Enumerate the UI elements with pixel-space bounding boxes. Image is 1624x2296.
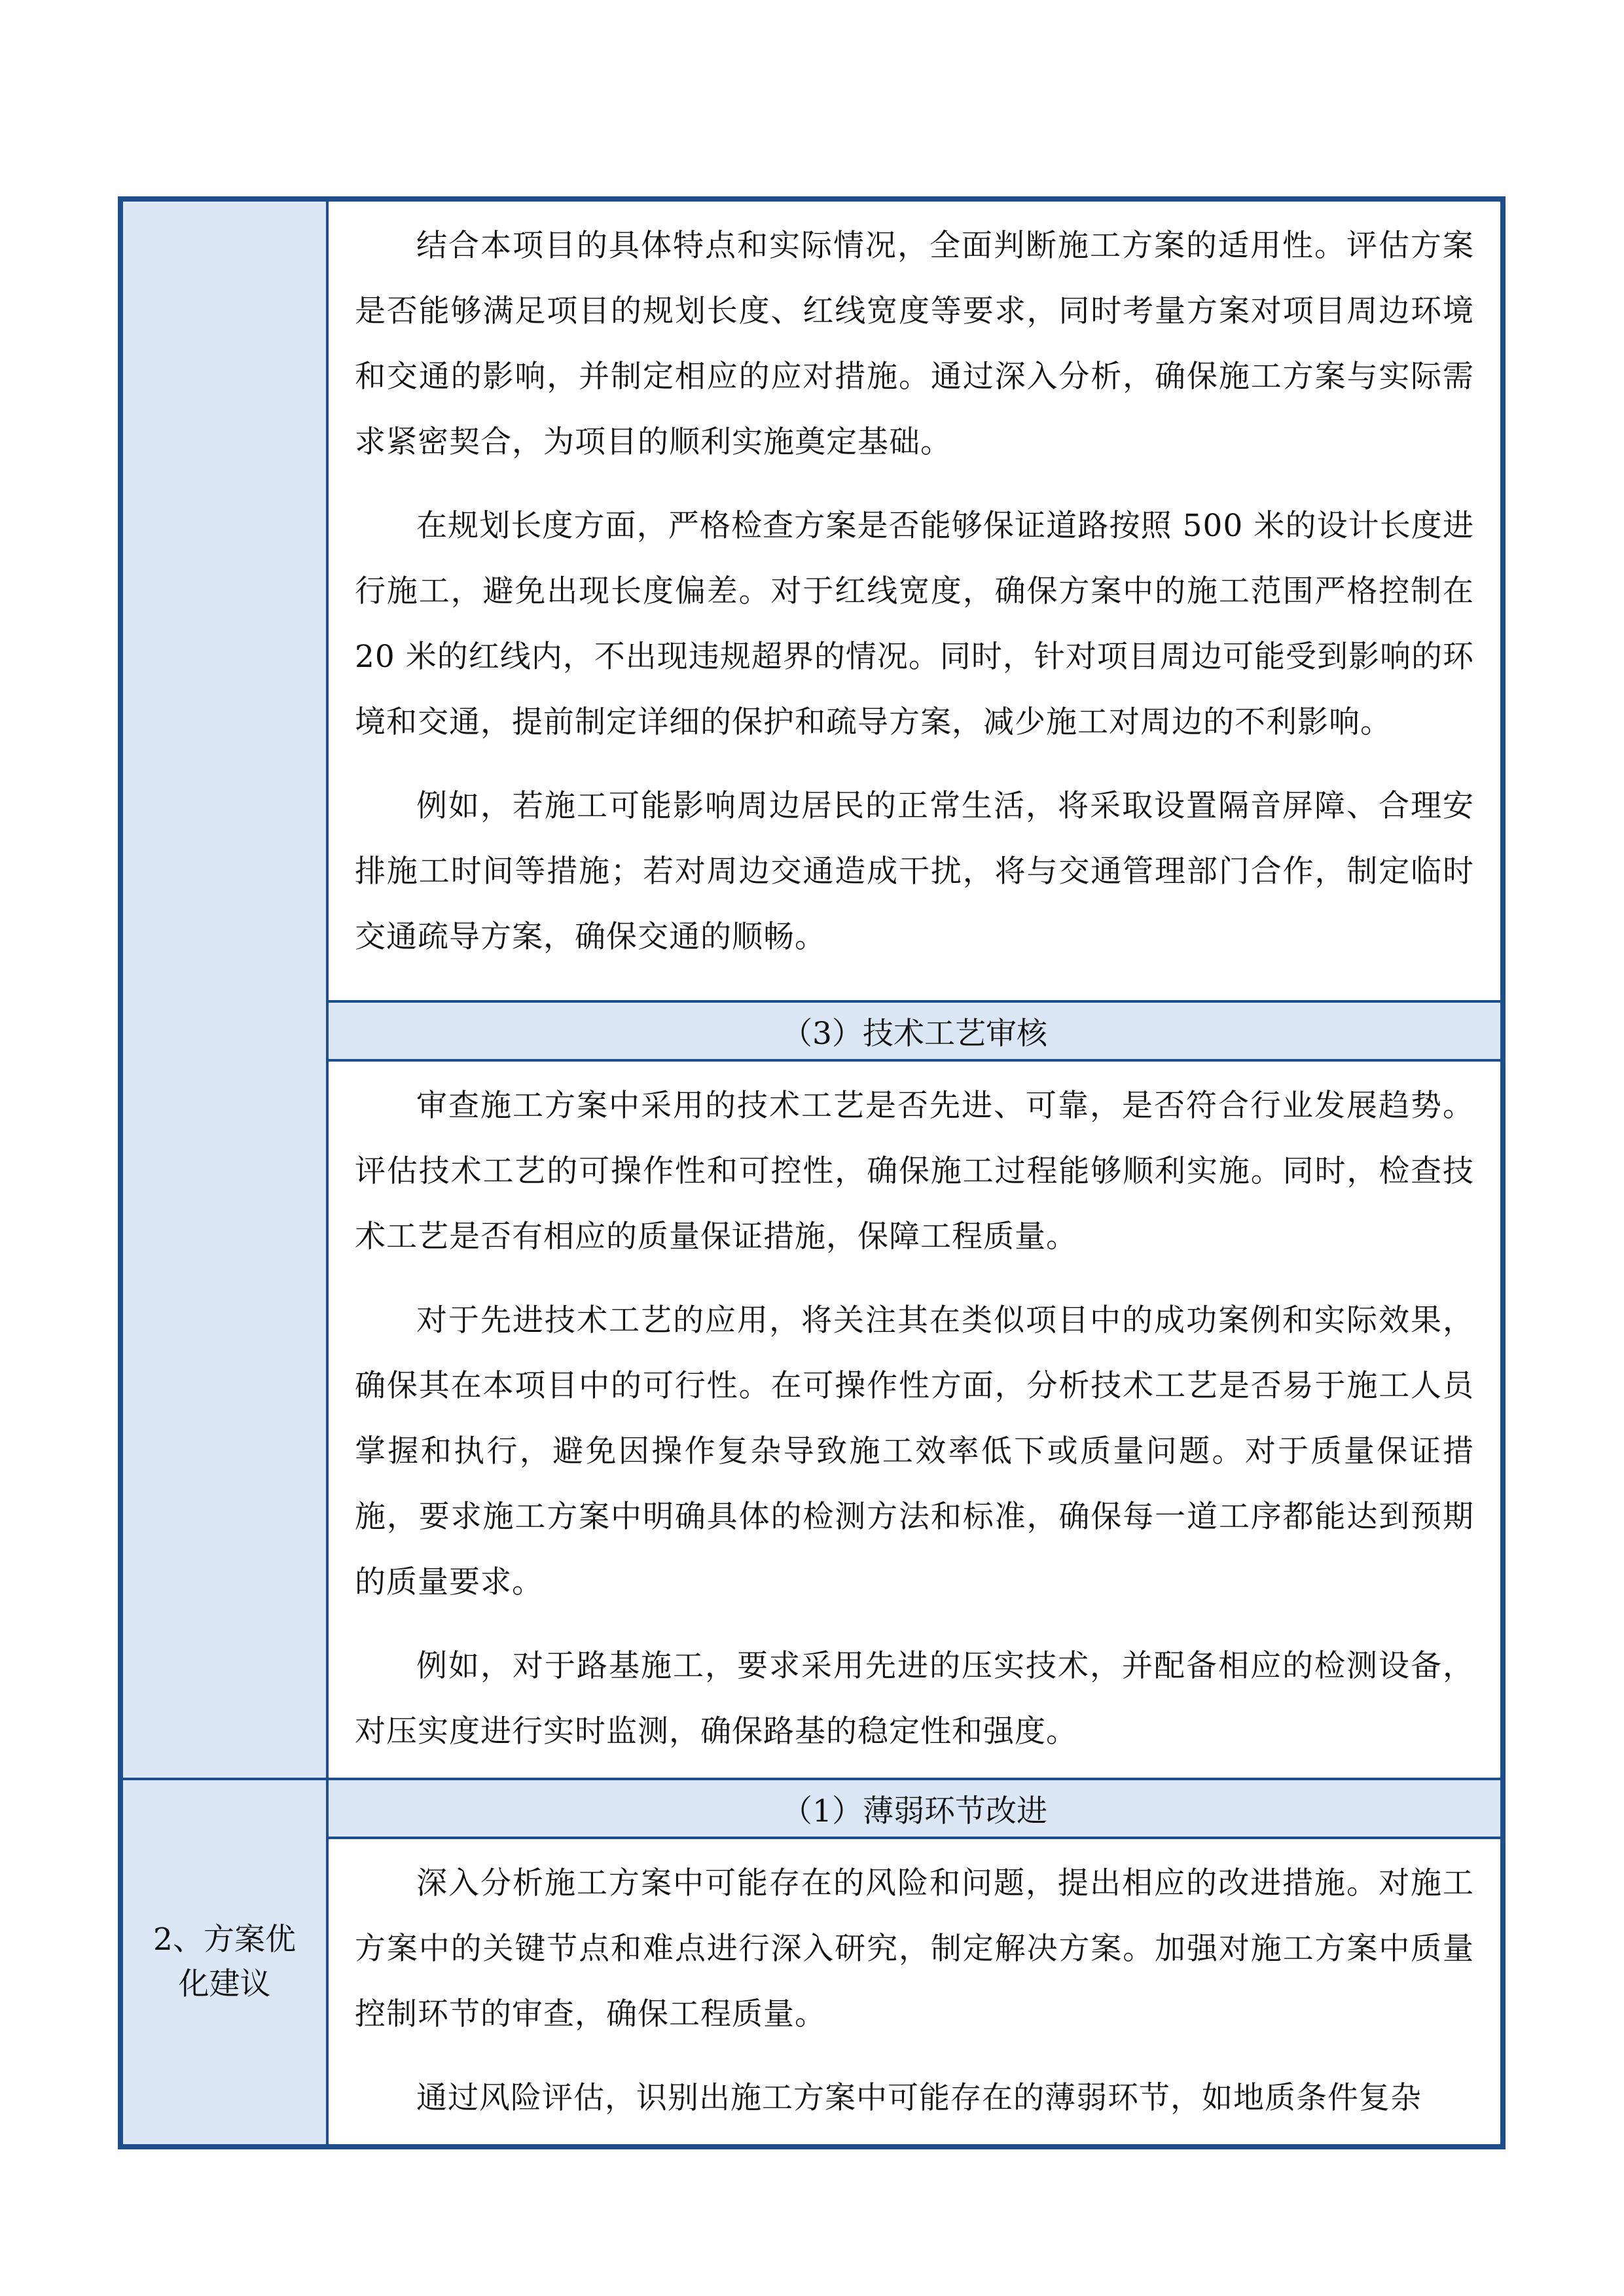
table-row [120,1838,1503,2147]
paragraph: 例如，若施工可能影响周边居民的正常生活，将采取设置隔音屏障、合理安排施工时间等措施；若对周边交通造成干扰，将与交通管理部门合作，制定临时交通疏导方案，确保交通的顺畅。 [355,788,1474,955]
section-label-optimization: 2、方案优化建议 [153,1922,296,2002]
paragraph: 通过风险评估，识别出施工方案中可能存在的薄弱环节，如地质条件复杂 [416,2080,1422,2116]
paragraph: 审查施工方案中采用的技术工艺是否先进、可靠，是否符合行业发展趋势。评估技术工艺的可操作性和可控性，确保施工过程能够顺利实施。同时，检查技术工艺是否有相应的质量保证措施，保障工程质量。 [355,1088,1474,1255]
applicability-content-cell [327,199,1503,1001]
paragraph: 在规划长度方面，严格检查方案是否能够保证道路按照 500 米的设计长度进行施工，避免出现长度偏差。对于红线宽度，确保方案中的施工范围严格控制在 20 米的红线内，不出现违规超界的情况。同时，针对项目周边可能受到影响的环境和交通，提前制定详细的保护和疏导方案，减少施工对周边的不利影响。 [355,508,1474,740]
table-row [120,1779,1503,1838]
left-label-cell [120,1779,327,2147]
section-header-tech-review: （3）技术工艺审核 [327,1001,1503,1060]
paragraph: 对于先进技术工艺的应用，将关注其在类似项目中的成功案例和实际效果，确保其在本项目中的可行性。在可操作性方面，分析技术工艺是否易于施工人员掌握和执行，避免因操作复杂导致施工效率低下或质量问题。对于质量保证措施，要求施工方案中明确具体的检测方法和标准，确保每一道工序都能达到预期的质量要求。 [355,1302,1474,1600]
tech-review-content-cell [327,1060,1503,1779]
section-header-weak-links: （1）薄弱环节改进 [327,1779,1503,1838]
table-row [120,199,1503,1001]
left-label-cell-empty [120,199,327,1779]
weak-links-content-cell [327,1838,1503,2147]
paragraph: 结合本项目的具体特点和实际情况，全面判断施工方案的适用性。评估方案是否能够满足项目的规划长度、红线宽度等要求，同时考量方案对项目周边环境和交通的影响，并制定相应的应对措施。通过深入分析，确保施工方案与实际需求紧密契合，为项目的顺利实施奠定基础。 [355,228,1474,460]
table-row [120,1060,1503,1779]
paragraph: 例如，对于路基施工，要求采用先进的压实技术，并配备相应的检测设备，对压实度进行实时监测，确保路基的稳定性和强度。 [355,1648,1474,1749]
review-table [118,196,1506,2149]
table-row [120,1001,1503,1060]
paragraph: 深入分析施工方案中可能存在的风险和问题，提出相应的改进措施。对施工方案中的关键节点和难点进行深入研究，制定解决方案。加强对施工方案中质量控制环节的审查，确保工程质量。 [355,1865,1474,2032]
